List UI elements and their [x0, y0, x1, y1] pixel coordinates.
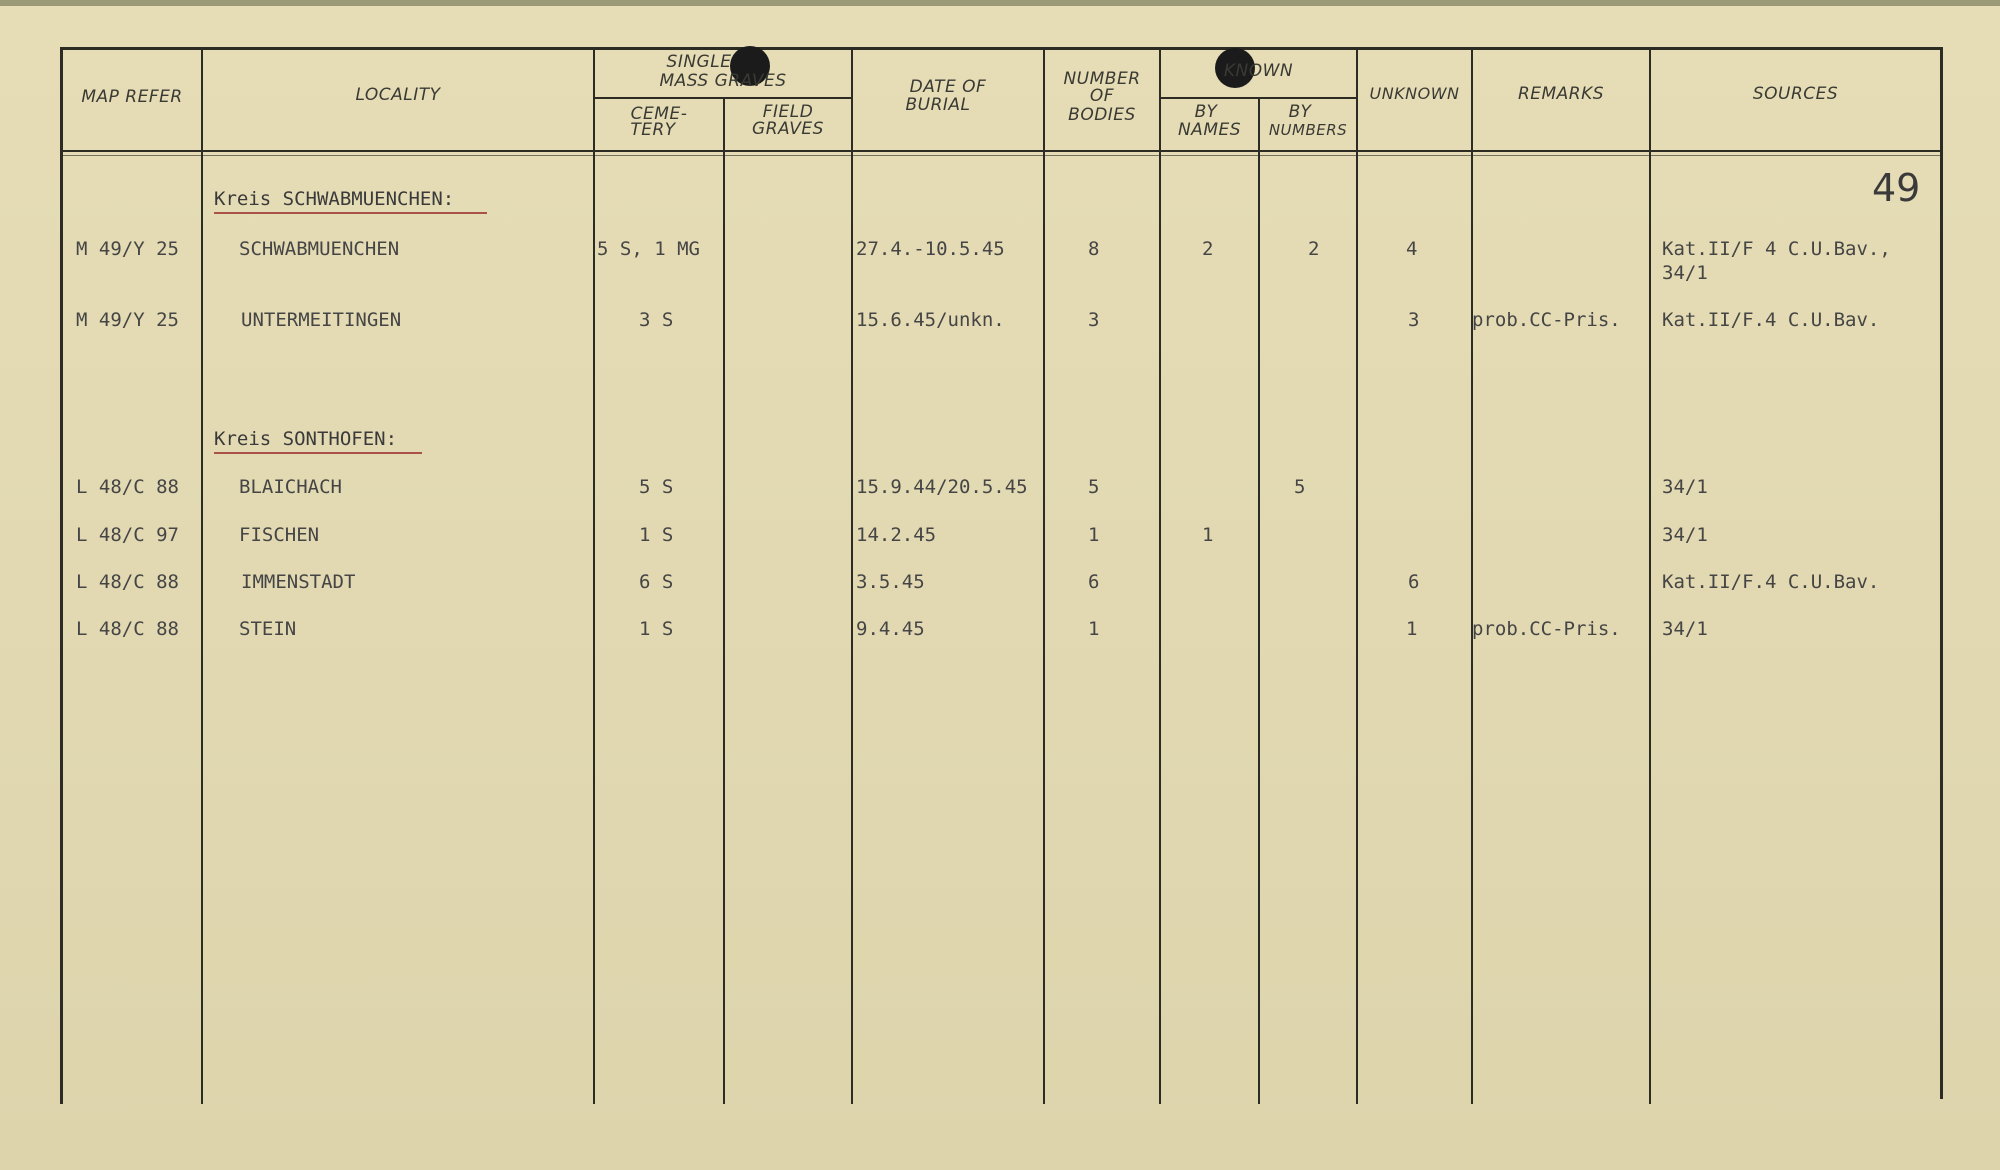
- header-cemetery-2: TERY: [630, 120, 676, 140]
- header-bodies-1: NUMBER: [1063, 69, 1141, 89]
- cemetery-cell: 1 S: [639, 524, 674, 546]
- header-bodies-3: BODIES: [1068, 105, 1136, 125]
- date-cell: 9.4.45: [856, 618, 925, 640]
- by-numbers-cell: 2: [1308, 238, 1320, 260]
- frame-right-border: [1940, 47, 1943, 1099]
- header-bottom-rule: [60, 150, 1942, 152]
- map-ref-cell: L 48/C 88: [76, 618, 179, 640]
- header-locality: LOCALITY: [355, 85, 441, 105]
- header-bottom-rule-2: [60, 155, 1942, 156]
- locality-cell: STEIN: [239, 618, 297, 640]
- date-cell: 27.4.-10.5.45: [856, 238, 1005, 260]
- date-cell: 15.6.45/unkn.: [856, 309, 1005, 331]
- cemetery-cell: 5 S, 1 MG: [597, 238, 700, 260]
- cemetery-cell: 6 S: [639, 571, 674, 593]
- sources-cell-line2: 34/1: [1662, 262, 1708, 284]
- known-subrule: [1159, 97, 1356, 99]
- unknown-cell: 6: [1408, 571, 1420, 593]
- by-numbers-cell: 5: [1294, 476, 1306, 498]
- sources-cell: Kat.II/F 4 C.U.Bav.,: [1662, 238, 1891, 260]
- remarks-cell: prob.CC-Pris.: [1472, 618, 1621, 640]
- bodies-cell: 8: [1088, 238, 1100, 260]
- sources-cell: 34/1: [1662, 524, 1708, 546]
- unknown-cell: 1: [1406, 618, 1418, 640]
- unknown-cell: 4: [1406, 238, 1418, 260]
- header-field-2: GRAVES: [752, 119, 824, 139]
- header-remarks: REMARKS: [1517, 84, 1605, 104]
- col-divider-locality: [201, 48, 203, 1104]
- col-divider-sources: [1649, 48, 1651, 1104]
- header-by-numbers-1: BY: [1288, 102, 1312, 122]
- cemetery-cell: 1 S: [639, 618, 674, 640]
- map-ref-cell: M 49/Y 25: [76, 238, 179, 260]
- date-cell: 15.9.44/20.5.45: [856, 476, 1028, 498]
- col-divider-date: [851, 48, 853, 1104]
- locality-cell: IMMENSTADT: [241, 571, 356, 593]
- header-field-1: FIELD: [762, 102, 814, 122]
- cemetery-cell: 3 S: [639, 309, 674, 331]
- col-divider-bodies: [1043, 48, 1045, 1104]
- header-by-numbers-2: NUMBERS: [1268, 121, 1348, 139]
- by-names-cell: 1: [1202, 524, 1214, 546]
- sources-cell: Kat.II/F.4 C.U.Bav.: [1662, 571, 1880, 593]
- bodies-cell: 5: [1088, 476, 1100, 498]
- header-by-names-2: NAMES: [1177, 120, 1242, 140]
- cemetery-cell: 5 S: [639, 476, 674, 498]
- bodies-cell: 1: [1088, 618, 1100, 640]
- page-number: 49: [1872, 166, 1921, 210]
- map-ref-cell: L 48/C 97: [76, 524, 179, 546]
- header-by-names-1: BY: [1194, 102, 1218, 122]
- header-date-2: BURIAL: [905, 95, 971, 115]
- frame-top-border: [60, 47, 1942, 50]
- frame-left-border: [60, 47, 63, 1104]
- map-ref-cell: L 48/C 88: [76, 476, 179, 498]
- header-cemetery-1: CEME-: [630, 104, 688, 124]
- map-ref-cell: M 49/Y 25: [76, 309, 179, 331]
- header-map-refer: MAP REFER: [81, 87, 183, 107]
- col-divider-bynumbers: [1258, 98, 1260, 1104]
- header-unknown: UNKNOWN: [1369, 84, 1460, 103]
- col-divider-known: [1159, 48, 1161, 1104]
- sources-cell: 34/1: [1662, 476, 1708, 498]
- header-bodies-2: OF: [1089, 86, 1115, 106]
- unknown-cell: 3: [1408, 309, 1420, 331]
- bodies-cell: 1: [1088, 524, 1100, 546]
- col-divider-unknown: [1356, 48, 1358, 1104]
- header-mass-graves: MASS GRAVES: [659, 71, 787, 91]
- remarks-cell: prob.CC-Pris.: [1472, 309, 1621, 331]
- bodies-cell: 3: [1088, 309, 1100, 331]
- locality-cell: UNTERMEITINGEN: [241, 309, 402, 331]
- bodies-cell: 6: [1088, 571, 1100, 593]
- sources-cell: 34/1: [1662, 618, 1708, 640]
- sources-cell: Kat.II/F.4 C.U.Bav.: [1662, 309, 1880, 331]
- district-underline: [214, 452, 422, 454]
- by-names-cell: 2: [1202, 238, 1214, 260]
- locality-cell: BLAICHACH: [239, 476, 342, 498]
- mass-graves-subrule: [593, 97, 851, 99]
- header-single: SINGLE: [666, 52, 732, 72]
- header-date-1: DATE OF: [909, 77, 987, 97]
- header-sources: SOURCES: [1752, 84, 1839, 104]
- date-cell: 14.2.45: [856, 524, 937, 546]
- date-cell: 3.5.45: [856, 571, 925, 593]
- district-underline: [214, 212, 487, 214]
- header-known: KNOWN: [1223, 61, 1294, 81]
- locality-cell: SCHWABMUENCHEN: [239, 238, 400, 260]
- col-divider-remarks: [1471, 48, 1473, 1104]
- district-heading: Kreis SCHWABMUENCHEN:: [214, 188, 455, 210]
- col-divider-cemetery: [593, 48, 595, 1104]
- col-divider-field: [723, 98, 725, 1104]
- map-ref-cell: L 48/C 88: [76, 571, 179, 593]
- card-top-edge: [0, 0, 2000, 6]
- district-heading: Kreis SONTHOFEN:: [214, 428, 398, 450]
- locality-cell: FISCHEN: [239, 524, 320, 546]
